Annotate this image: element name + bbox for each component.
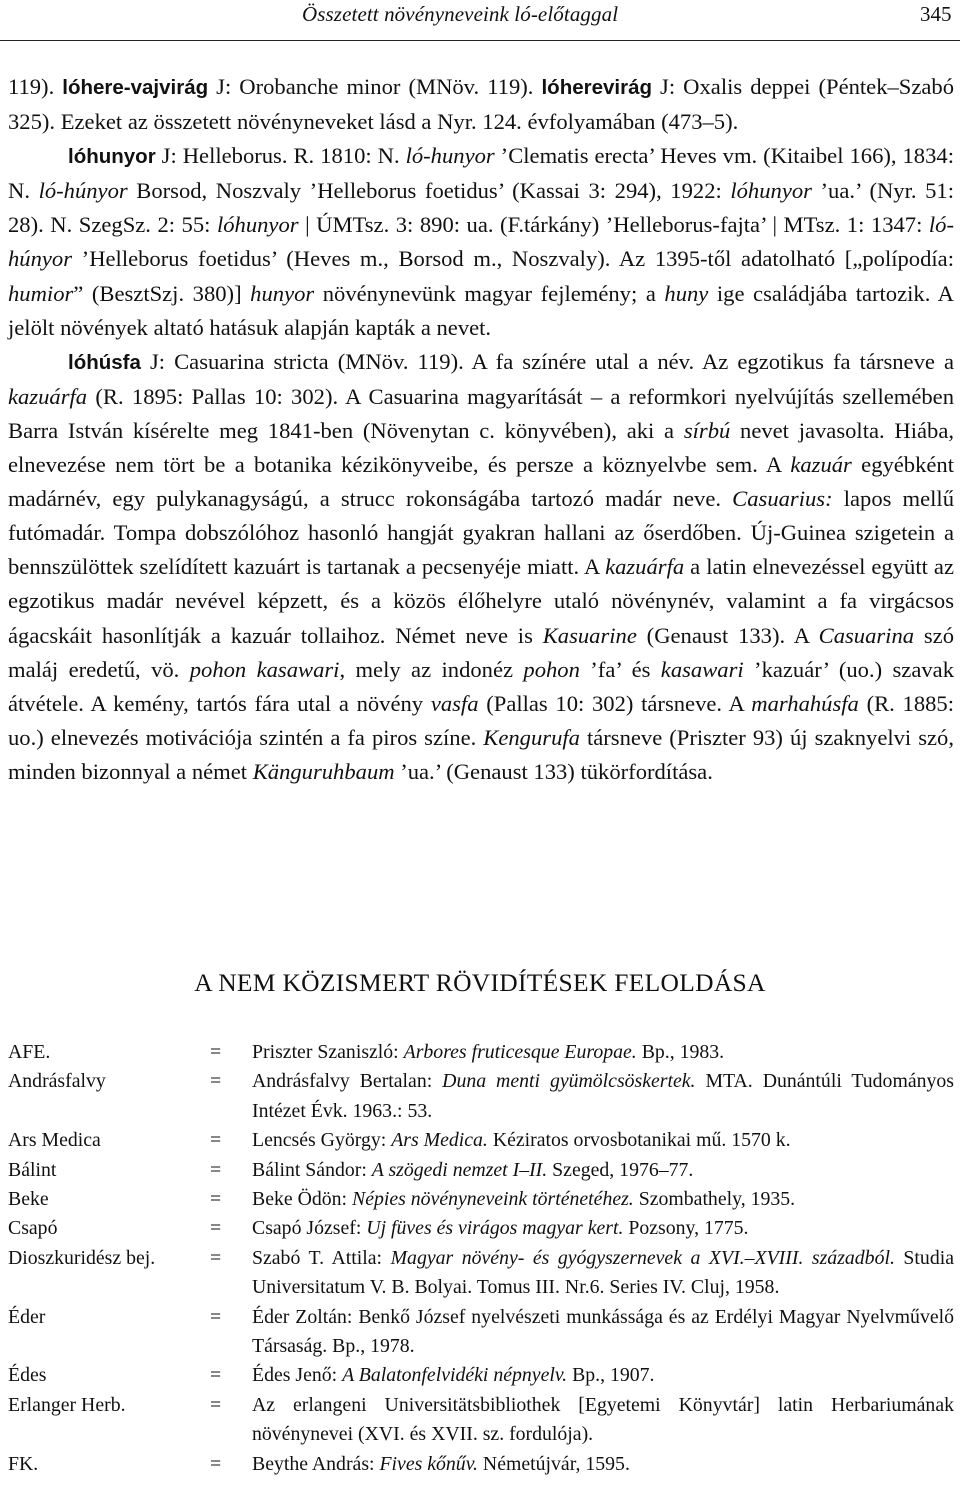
italic-term: humior <box>8 280 74 306</box>
text-run: J: Oxalis deppei (Péntek–Szabó 325). Ezeket az összetett növényneveket lásd a Nyr. 124. évfolyamában (473–5). <box>8 74 955 135</box>
italic-term: Kasuarine <box>542 622 637 648</box>
abbreviation-definition <box>252 1156 954 1185</box>
text-run: Szabó T. Attila: <box>252 1246 391 1269</box>
italic-term: Känguruhbaum <box>252 758 395 784</box>
equals-sign: = <box>210 1158 222 1181</box>
abbreviation-row <box>8 1450 954 1479</box>
abbreviation-row <box>8 1038 954 1067</box>
abbreviation-definition <box>252 1214 954 1243</box>
abbreviation-row <box>8 1067 954 1126</box>
text-run: ’ua.’ (Nyr. 51: 28). N. SzegSz. 2: 55: <box>8 178 954 238</box>
text-run: Az erlangeni Universitätsbibliothek [Egyetemi Könyvtár] latin Herbariumának növénynevei (XVI. és XVII. sz. fordulója). <box>252 1393 954 1446</box>
italic-term: vasfa <box>430 690 479 716</box>
abbreviation-term: Beke <box>8 1188 49 1211</box>
italic-title: A szögedi nemzet I–II. <box>371 1158 548 1181</box>
abbreviation-term: Édes <box>8 1364 47 1387</box>
italic-term: kazuár <box>790 452 852 478</box>
text-run: Pozsony, 1775. <box>623 1217 749 1240</box>
text-run: Németújvár, 1595. <box>477 1452 630 1475</box>
italic-term: marhahúsfa <box>751 690 859 716</box>
abbreviation-term: Dioszkuridész bej. <box>8 1246 156 1269</box>
indent <box>8 349 68 374</box>
text-run: (R. 1895: Pallas 10: 302). A Casuarina magyarítását – a reformkori nyelvújítás szellemében Barra István kísérelte meg 1841-ben (Növenytan c. könyvében), aki a <box>8 383 954 443</box>
equals-sign: = <box>210 1393 222 1416</box>
entry-lohusfa <box>8 345 954 789</box>
abbreviation-term: Ars Medica <box>8 1129 101 1152</box>
abbreviation-row <box>8 1303 954 1362</box>
italic-term: sírbú <box>683 417 731 443</box>
italic-term: kasawari <box>660 656 744 682</box>
abbreviation-definition <box>252 1126 954 1155</box>
text-run: Csapó József: <box>252 1217 367 1240</box>
abbreviation-term: AFE. <box>8 1041 51 1063</box>
text-run: Lencsés György: <box>252 1129 392 1152</box>
italic-term: Kengurufa <box>483 724 580 750</box>
text-run: ’fa’ és <box>579 656 661 682</box>
entry-headword: lóhúsfa <box>68 350 141 374</box>
text-run: ’kazuár’ (uo.) szavak átvétele. A kemény, tartós fára utal a növény <box>8 656 954 716</box>
text-run: Bp., 1907. <box>567 1364 655 1387</box>
text-run: MTA. Dunántúli Tudományos Intézet Évk. 1963.: 53. <box>252 1070 954 1122</box>
text-run: szó maláj eredetű, vö. <box>8 622 954 682</box>
text-run: ige családjába tartozik. A jelölt növények altató hatásuk alapján kapták a nevet. <box>8 280 954 340</box>
equals-sign: = <box>210 1305 222 1328</box>
abbreviation-term: Csapó <box>8 1217 58 1240</box>
abbreviation-definition <box>252 1303 954 1362</box>
text-run: Kéziratos orvosbotanikai mű. 1570 k. <box>487 1129 791 1152</box>
section-title: A NEM KÖZISMERT RÖVIDÍTÉSEK FELOLDÁSA <box>194 968 766 997</box>
text-run: társneve (Priszter 93) új szaknyelvi szó, minden bizonnyal a német <box>8 724 954 784</box>
text-run: a latin elnevezéssel együtt az egzotikus madár nevével képzett, és a közös élőhelyre utaló növénynév, valamint a fa virgácsos ágacskáit hasonlítják a kazuár tollaihoz. Német neve is <box>8 554 954 648</box>
abbreviation-definition <box>252 1391 954 1450</box>
italic-title: A Balatonfelvidéki népnyelv. <box>342 1364 568 1387</box>
text-run: , mely az indonéz <box>339 656 524 682</box>
abbreviation-definition <box>252 1067 954 1126</box>
italic-term: hunyor <box>250 280 315 306</box>
text-run: Szombathely, 1935. <box>633 1188 796 1211</box>
abbreviation-row <box>8 1361 954 1390</box>
abbreviation-row <box>8 1185 954 1214</box>
italic-title: Ars Medica. <box>391 1129 488 1152</box>
abbreviation-definition <box>252 1038 954 1067</box>
equals-sign: = <box>210 1188 222 1211</box>
page-number: 345 <box>920 2 952 26</box>
text-run: J: Casuarina stricta (MNöv. 119). A fa színére utal a név. Az egzotikus fa társneve a <box>140 348 954 374</box>
italic-term: lóhunyor <box>730 178 812 204</box>
italic-term: Casuarina <box>818 622 915 648</box>
text-run: | ÚMTsz. 3: 890: ua. (F.tárkány) ’Helleborus-fajta’ | MTsz. 1: 1347: <box>298 212 929 238</box>
italic-term: Casuarius: <box>732 486 833 512</box>
text-run: ’Clematis erecta’ Heves vm. (Kitaibel 166), 1834: N. <box>8 143 954 204</box>
italic-term: kazuárfa <box>605 554 685 580</box>
text-run: Beythe András: <box>252 1452 380 1475</box>
text-run: (Genaust 133). A <box>636 622 819 648</box>
text-run: Studia Universitatum V. B. Bolyai. Tomus III. Nr.6. Series IV. Cluj, 1958. <box>252 1246 954 1299</box>
text-run: (Pallas 10: 302) társneve. A <box>478 690 752 716</box>
italic-term: pohon kasawari <box>189 656 340 682</box>
italic-term: ló-hunyor <box>405 143 495 169</box>
text-run: Édes Jenő: <box>252 1364 343 1387</box>
equals-sign: = <box>210 1041 222 1063</box>
italic-term: huny <box>664 280 709 306</box>
abbreviation-definition <box>252 1450 954 1479</box>
abbreviation-row <box>8 1391 954 1450</box>
abbreviation-definition <box>252 1361 954 1390</box>
abbreviation-term: Éder <box>8 1305 46 1328</box>
abbreviation-row <box>8 1156 954 1185</box>
text-run: növénynevünk magyar fejlemény; a <box>314 280 665 306</box>
text-run: Bálint Sándor: <box>252 1158 372 1181</box>
text-run: Szeged, 1976–77. <box>547 1158 694 1181</box>
entry-headword: lóhunyor <box>68 145 156 169</box>
equals-sign: = <box>210 1246 222 1269</box>
abbreviation-row <box>8 1126 954 1155</box>
text-run: Bp., 1983. <box>636 1041 725 1063</box>
text-run: Beke Ödön: <box>252 1188 352 1211</box>
italic-term: pohon <box>523 656 580 682</box>
abbreviation-definition <box>252 1185 954 1214</box>
running-title: Összetett növényneveink ló-előtaggal <box>302 2 619 26</box>
entry-headword: lóhere-vajvirág <box>62 76 209 99</box>
text-run: ’Helleborus foetidus’ (Heves m., Borsod m., Noszvaly). Az 1395-től adatolható [„polípodía: <box>72 246 954 272</box>
equals-sign: = <box>210 1129 222 1152</box>
abbreviation-term: Erlanger Herb. <box>8 1393 126 1416</box>
abbreviation-row <box>8 1214 954 1243</box>
text-run: Priszter Szaniszló: <box>252 1041 404 1063</box>
abbreviation-row <box>8 1244 954 1303</box>
abbreviation-definition <box>252 1244 954 1303</box>
indent <box>8 143 68 168</box>
abbreviation-term: FK. <box>8 1452 39 1475</box>
text-run: egyébként madárnév, egy pulykanagyságú, a strucc rokonságába tartozó madár neve. <box>8 452 955 512</box>
italic-term: ló-húnyor <box>8 212 954 272</box>
entry-headword: lóherevirág <box>541 76 653 99</box>
text-run: lapos mellű futómadár. Tompa dobszólóhoz hasonló hangját gyakran hallani az őserdőben. Új-Guinea szigetein a bennszülöttek szelídített kazuárt is tartanak a pecsenyéje miatt. A <box>8 486 954 580</box>
italic-term: lóhunyor <box>216 212 299 238</box>
text-run: (R. 1885: uo.) elnevezés motivációja szintén a fa piros színe. <box>8 690 954 750</box>
text-run: 119). <box>8 74 63 99</box>
text-run: Borsod, Noszvaly ’Helleborus foetidus’ (Kassai 3: 294), 1922: <box>127 178 731 204</box>
equals-sign: = <box>210 1217 222 1240</box>
paragraph-continuation <box>8 70 954 139</box>
italic-title: Arbores fruticesque Europae. <box>403 1041 637 1063</box>
italic-term: ló-húnyor <box>38 178 128 204</box>
text-run: nevet javasolta. Hiába, elnevezése nem tört be a botanika kézikönyveibe, és persze a köznyelvbe sem. A <box>8 417 954 478</box>
text-run: Andrásfalvy Bertalan: <box>252 1070 443 1093</box>
equals-sign: = <box>210 1070 222 1093</box>
text-run: J: Orobanche minor (MNöv. 119). <box>208 74 542 99</box>
entry-lohunyor <box>8 139 954 345</box>
page-header <box>0 0 960 41</box>
abbreviation-list <box>8 1038 954 1479</box>
italic-title: Fives kőnűv. <box>379 1452 478 1475</box>
equals-sign: = <box>210 1452 222 1475</box>
italic-title: Népies növényneveink történetéhez. <box>352 1188 634 1211</box>
text-run: J: Helleborus. R. 1810: N. <box>155 143 406 169</box>
text-run: ” (BesztSzj. 380)] <box>73 280 251 306</box>
text-run: Éder Zoltán: Benkő József nyelvészeti munkássága és az Erdélyi Magyar Nyelvművelő Társaság. Bp., 1978. <box>252 1305 954 1358</box>
italic-title: Duna menti gyümölcsöskertek. <box>442 1070 696 1093</box>
italic-title: Magyar növény- és gyógyszernevek a XVI.–XVIII. századból. <box>390 1246 895 1269</box>
equals-sign: = <box>210 1364 222 1387</box>
text-run: ’ua.’ (Genaust 133) tükörfordítása. <box>394 758 713 784</box>
abbreviation-term: Bálint <box>8 1158 57 1181</box>
italic-title: Uj füves és virágos magyar kert. <box>366 1217 624 1240</box>
italic-term: kazuárfa <box>8 383 88 409</box>
body-text <box>8 70 954 789</box>
abbreviation-term: Andrásfalvy <box>8 1070 106 1093</box>
